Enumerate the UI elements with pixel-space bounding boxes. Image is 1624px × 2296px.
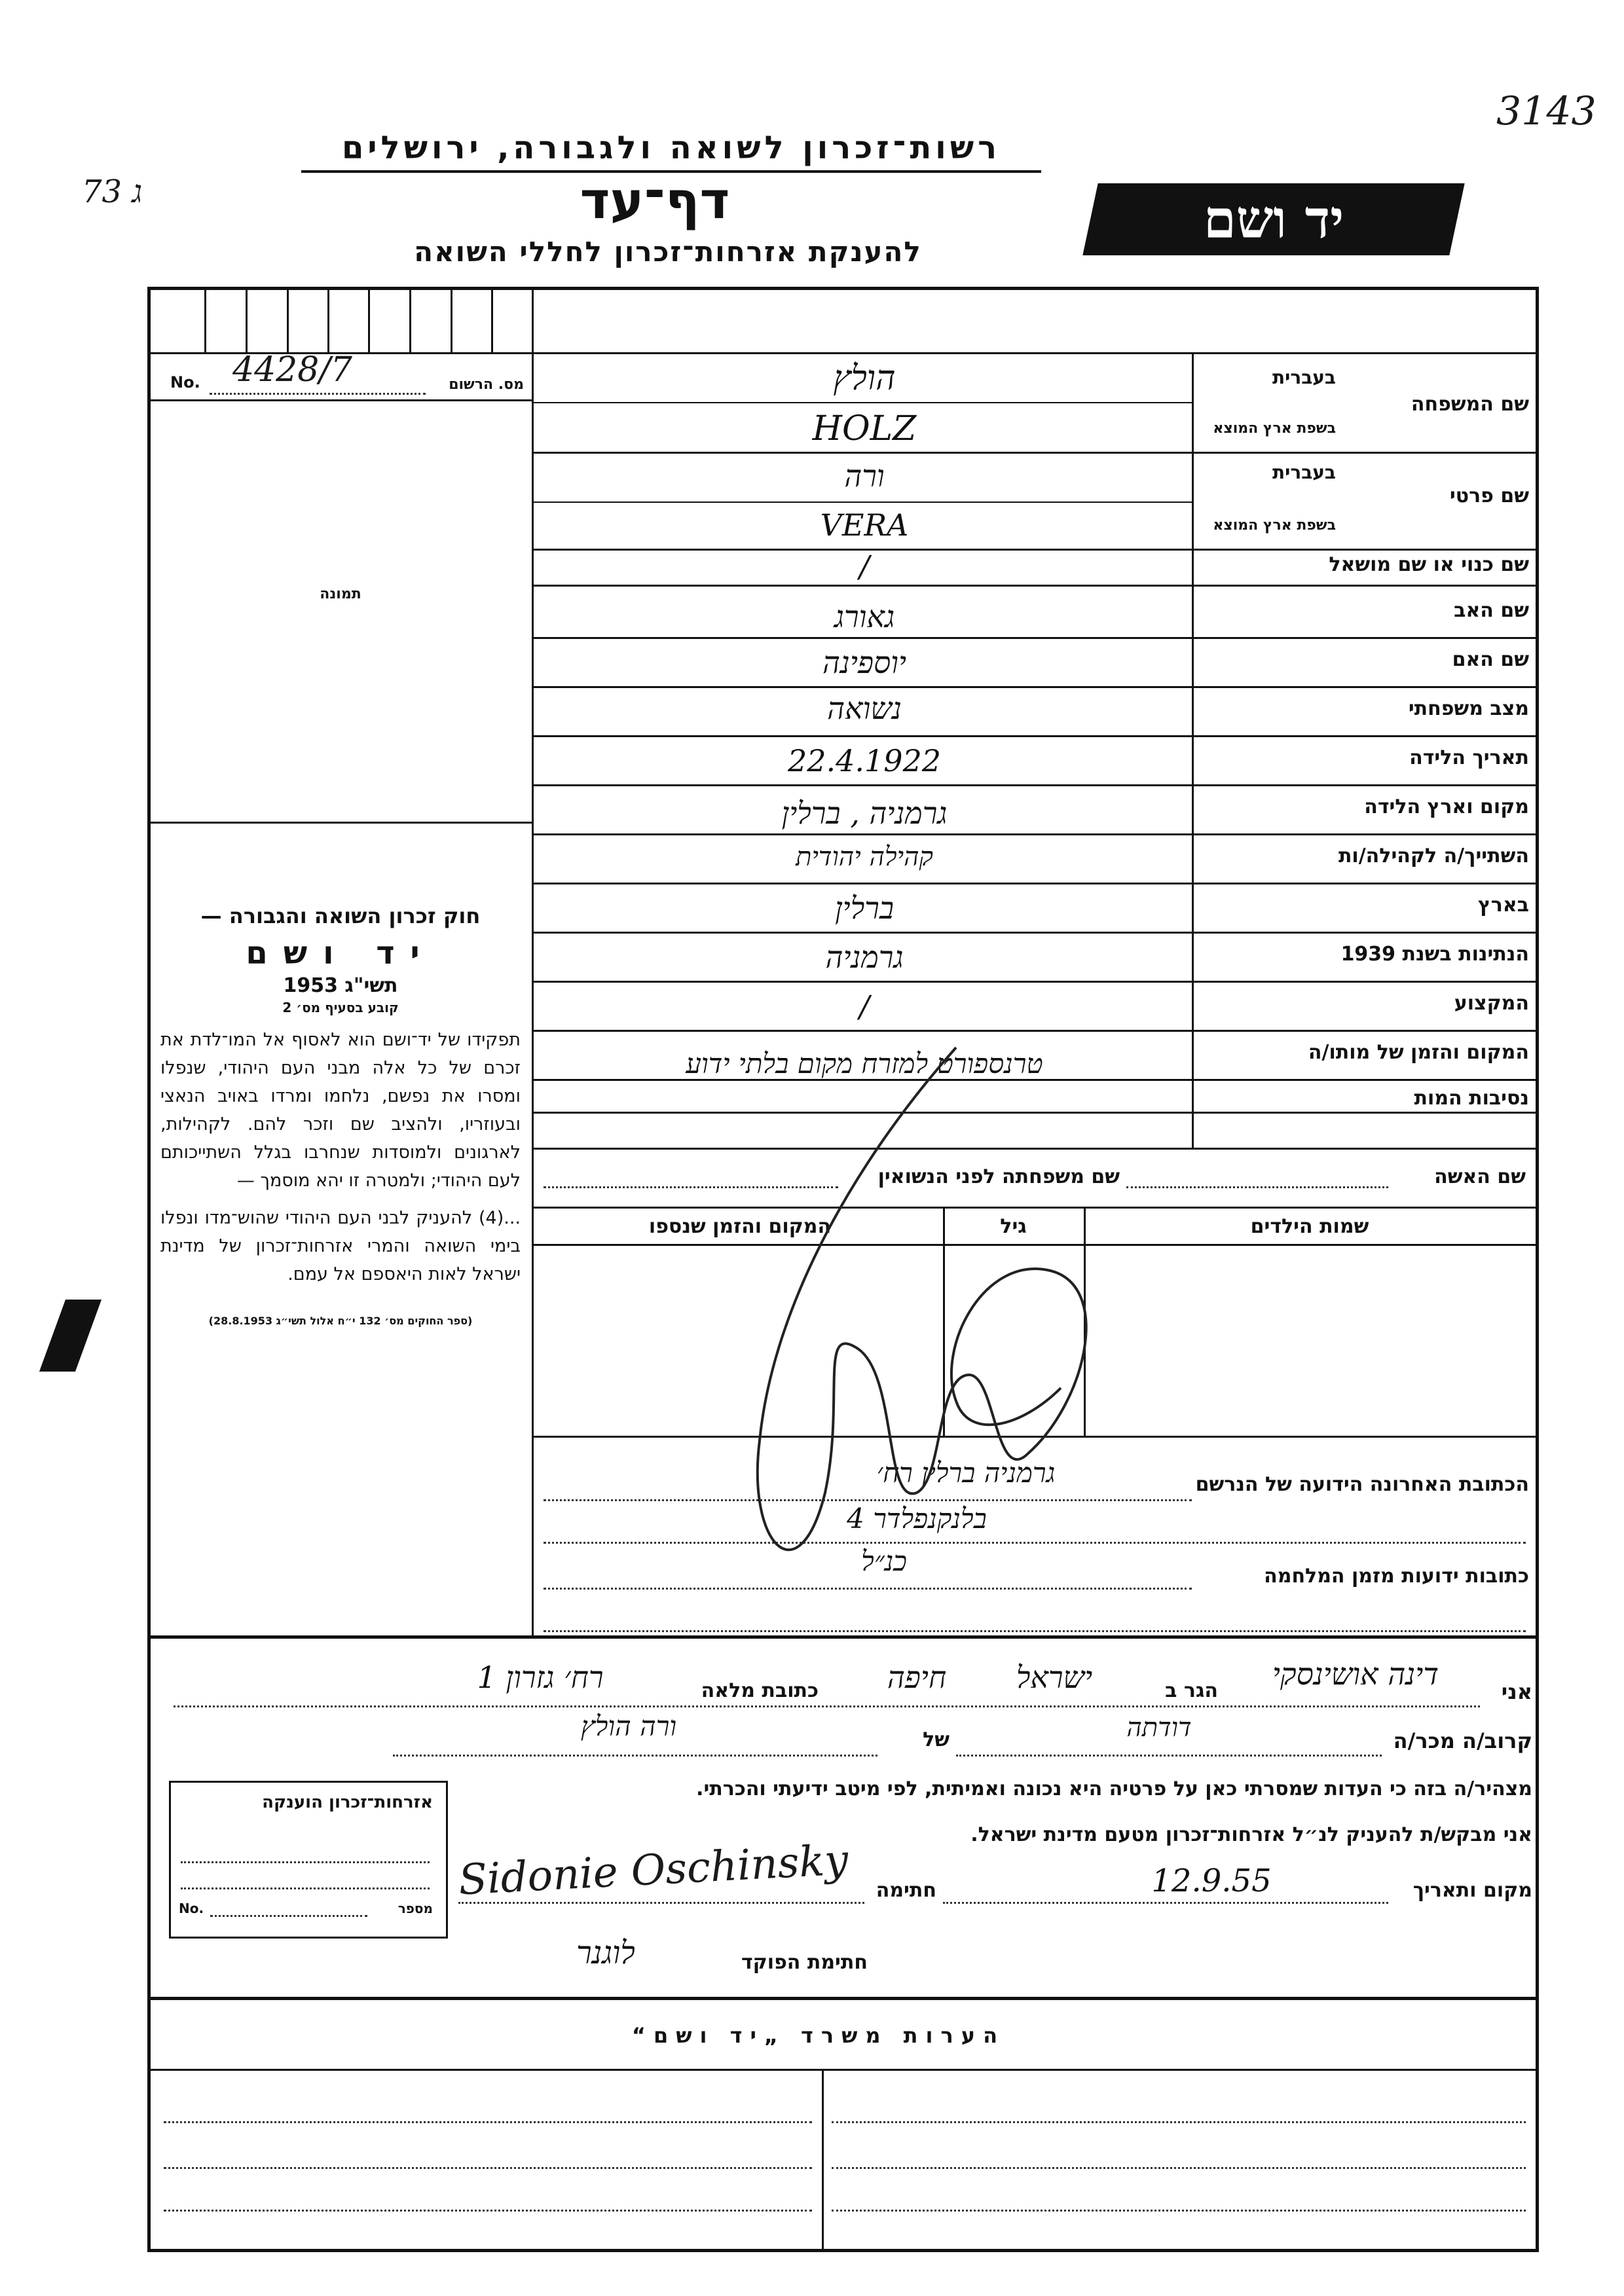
law-title: חוק זכרון השואה והגבורה — xyxy=(200,903,481,928)
birth-date-value: 22.4.1922 xyxy=(787,743,942,778)
children-age-header: גיל xyxy=(1000,1215,1027,1238)
declarant-i-label: אני xyxy=(1501,1679,1532,1704)
children-names-header: שמות הילדים xyxy=(1250,1215,1369,1238)
photo-label: תמונה xyxy=(320,586,361,602)
marital-status-label: מצב משפחתי xyxy=(1408,697,1529,720)
witness-scribble xyxy=(720,1034,1113,1624)
corner-code-left: 73 ג xyxy=(82,173,143,210)
first-name-sub-local: בשפת ארץ המוצא xyxy=(1213,517,1336,534)
place-date-value: 12.9.55 xyxy=(1151,1863,1272,1899)
nickname-value: / xyxy=(859,549,870,584)
profession-label: המקצוע xyxy=(1454,992,1529,1015)
signature-label: חתימה xyxy=(876,1879,936,1902)
relation-of-label: של xyxy=(923,1728,950,1751)
family-name-label: שם המשפחה xyxy=(1411,393,1529,416)
family-name-hebrew: הולץ xyxy=(833,359,896,398)
citizenship-box-title: אזרחות־זכרון הוענקה xyxy=(262,1793,433,1812)
nickname-label: שם כנוי או שם מושאל xyxy=(1329,553,1529,576)
birth-date-label: תאריך הלידה xyxy=(1409,746,1529,769)
authority-name: רשות־זכרון לשואה ולגבורה, ירושלים xyxy=(341,130,1001,166)
mother-name-label: שם האם xyxy=(1452,648,1529,671)
citizenship-1939-value: גרמניה xyxy=(825,939,904,975)
law-name: יד ושם xyxy=(246,935,435,972)
registration-label: מס. הרשום xyxy=(449,376,524,393)
declarant-name: דינה אושינסקי xyxy=(1272,1656,1439,1692)
corner-code-right: 3143 xyxy=(1496,88,1596,134)
last-address-label: הכתובת האחרונה הידועה של הנרשם xyxy=(1195,1473,1529,1496)
officer-signature-label: חתימת הפוקד xyxy=(741,1951,868,1974)
law-paragraph-2: ...(4) להעניק לבני העם היהודי שהוש־מדו ונפלו בימי השואה והמרי אזרחות־זכרון של מדינת ישראל לאות היאספם אל עמם. xyxy=(160,1208,521,1285)
family-name-local: HOLZ xyxy=(812,409,917,448)
family-name-sub-hebrew: בעברית xyxy=(1272,367,1336,388)
community-label: השתייך/ה לקהילה/ות xyxy=(1338,845,1529,867)
relation-label: קרוב/ה מכר/ה xyxy=(1393,1728,1532,1753)
logo-text: יד ושם xyxy=(1203,189,1344,250)
citizenship-box-no: No. xyxy=(179,1901,204,1916)
declarant-address: רח׳ גזרון 1 xyxy=(477,1660,604,1695)
last-address-value-2: בלנקנפלדר 4 xyxy=(847,1503,987,1535)
community-value: קהילה יהודית xyxy=(796,842,933,872)
death-place-time-label: המקום והזמן של מותו/ה xyxy=(1308,1041,1529,1064)
law-clause: קובע בסעיף מס׳ 2 xyxy=(282,1000,399,1015)
citizenship-box-number-label: מספר xyxy=(397,1901,433,1916)
last-address-value: גרמניה ברלין רח׳ xyxy=(876,1457,1056,1489)
place-date-label: מקום ותאריך xyxy=(1412,1879,1532,1902)
law-year: תשי"ג 1953 xyxy=(283,974,398,997)
death-place-time-value: טרנספורט למזרח מקום בלתי ידוע xyxy=(686,1048,1043,1080)
father-name-value: גאורג xyxy=(834,599,895,634)
wife-name-label: שם האשה xyxy=(1434,1165,1526,1188)
declarant-city: חיפה xyxy=(887,1660,947,1695)
form-title: דף־עד xyxy=(580,172,730,230)
declaration-request: אני מבקש/ת להעניק לנ״ל אזרחות־זכרון מטעם מדינת ישראל. xyxy=(970,1823,1532,1846)
war-address-value: כנ״ל xyxy=(861,1545,907,1577)
first-name-sub-hebrew: בעברית xyxy=(1272,462,1336,483)
law-reference: (ספר החוקים מס׳ 132 י״ח אלול תשי״ג 28.8.1953) xyxy=(208,1315,473,1327)
law-paragraph-1: תפקידו של יד־ושם הוא לאסוף אל המו־לדת את זכרם של כל אלה מבני העם היהודי, שנפלו ומסרו את נפשם, נלחמו ומרדו באויב הנאצי ובעוזריו, ולהציב שם וזכר להם. לקהילות, לארגונים ולמוסדות שנחרבו בגלל השתייכותם לעם היהודי; ולמטרה זו יהא מוסמך — xyxy=(160,1030,521,1191)
registration-no-prefix: No. xyxy=(170,373,200,392)
maiden-name-label: שם משפחתה לפני הנשואין xyxy=(877,1165,1120,1188)
declarant-country: ישראל xyxy=(1016,1660,1093,1695)
declarant-signature: Sidonie Oschinsky xyxy=(457,1836,850,1905)
death-cause-label: נסיבות המות xyxy=(1414,1087,1529,1110)
profession-value: / xyxy=(859,989,870,1024)
father-name-label: שם האב xyxy=(1454,599,1529,622)
office-notes-title: הערות משרד „יד ושם“ xyxy=(631,2023,1006,2048)
form-subtitle: להענקת אזרחות־זכרון לחללי השואה xyxy=(414,236,922,268)
margin-mark xyxy=(39,1300,101,1372)
yad-vashem-logo xyxy=(1082,183,1464,255)
birth-place-value: גרמניה , ברלין xyxy=(781,795,948,831)
citizenship-granted-box xyxy=(169,1781,448,1939)
declarant-lives-label: הגר ב xyxy=(1165,1679,1218,1702)
registration-number: 4428/7 xyxy=(232,350,352,390)
first-name-hebrew: ורה xyxy=(844,458,885,494)
children-place-header: המקום והזמן שנספו xyxy=(648,1215,832,1238)
relation-of-value: ורה הולץ xyxy=(580,1710,677,1742)
first-name-label: שם פרטי xyxy=(1449,484,1529,507)
country-value: ברלין xyxy=(834,890,895,926)
citizenship-1939-label: הנתינות בשנת 1939 xyxy=(1340,943,1529,966)
law-quote xyxy=(160,903,521,1327)
relation-value: דודתה xyxy=(1126,1713,1192,1743)
mother-name-value: יוספינה xyxy=(822,645,907,680)
first-name-local: VERA xyxy=(820,507,909,543)
country-label: בארץ xyxy=(1477,894,1529,917)
war-address-label: כתובות ידועות מזמן המלחמה xyxy=(1264,1565,1529,1588)
declarant-address-label: כתובת מלאה xyxy=(701,1679,819,1702)
officer-signature: לוגנר xyxy=(576,1935,635,1971)
birth-place-label: מקום וארץ הלידה xyxy=(1364,795,1529,818)
marital-status-value: נשואה xyxy=(827,691,902,726)
declaration-statement: מצהיר/ה בזה כי העדות שמסרתי כאן על פרטיה היא נכונה ואמיתית, לפי מיטב ידיעתי והכרתי. xyxy=(696,1777,1532,1800)
family-name-sub-local: בשפת ארץ המוצא xyxy=(1213,420,1336,437)
